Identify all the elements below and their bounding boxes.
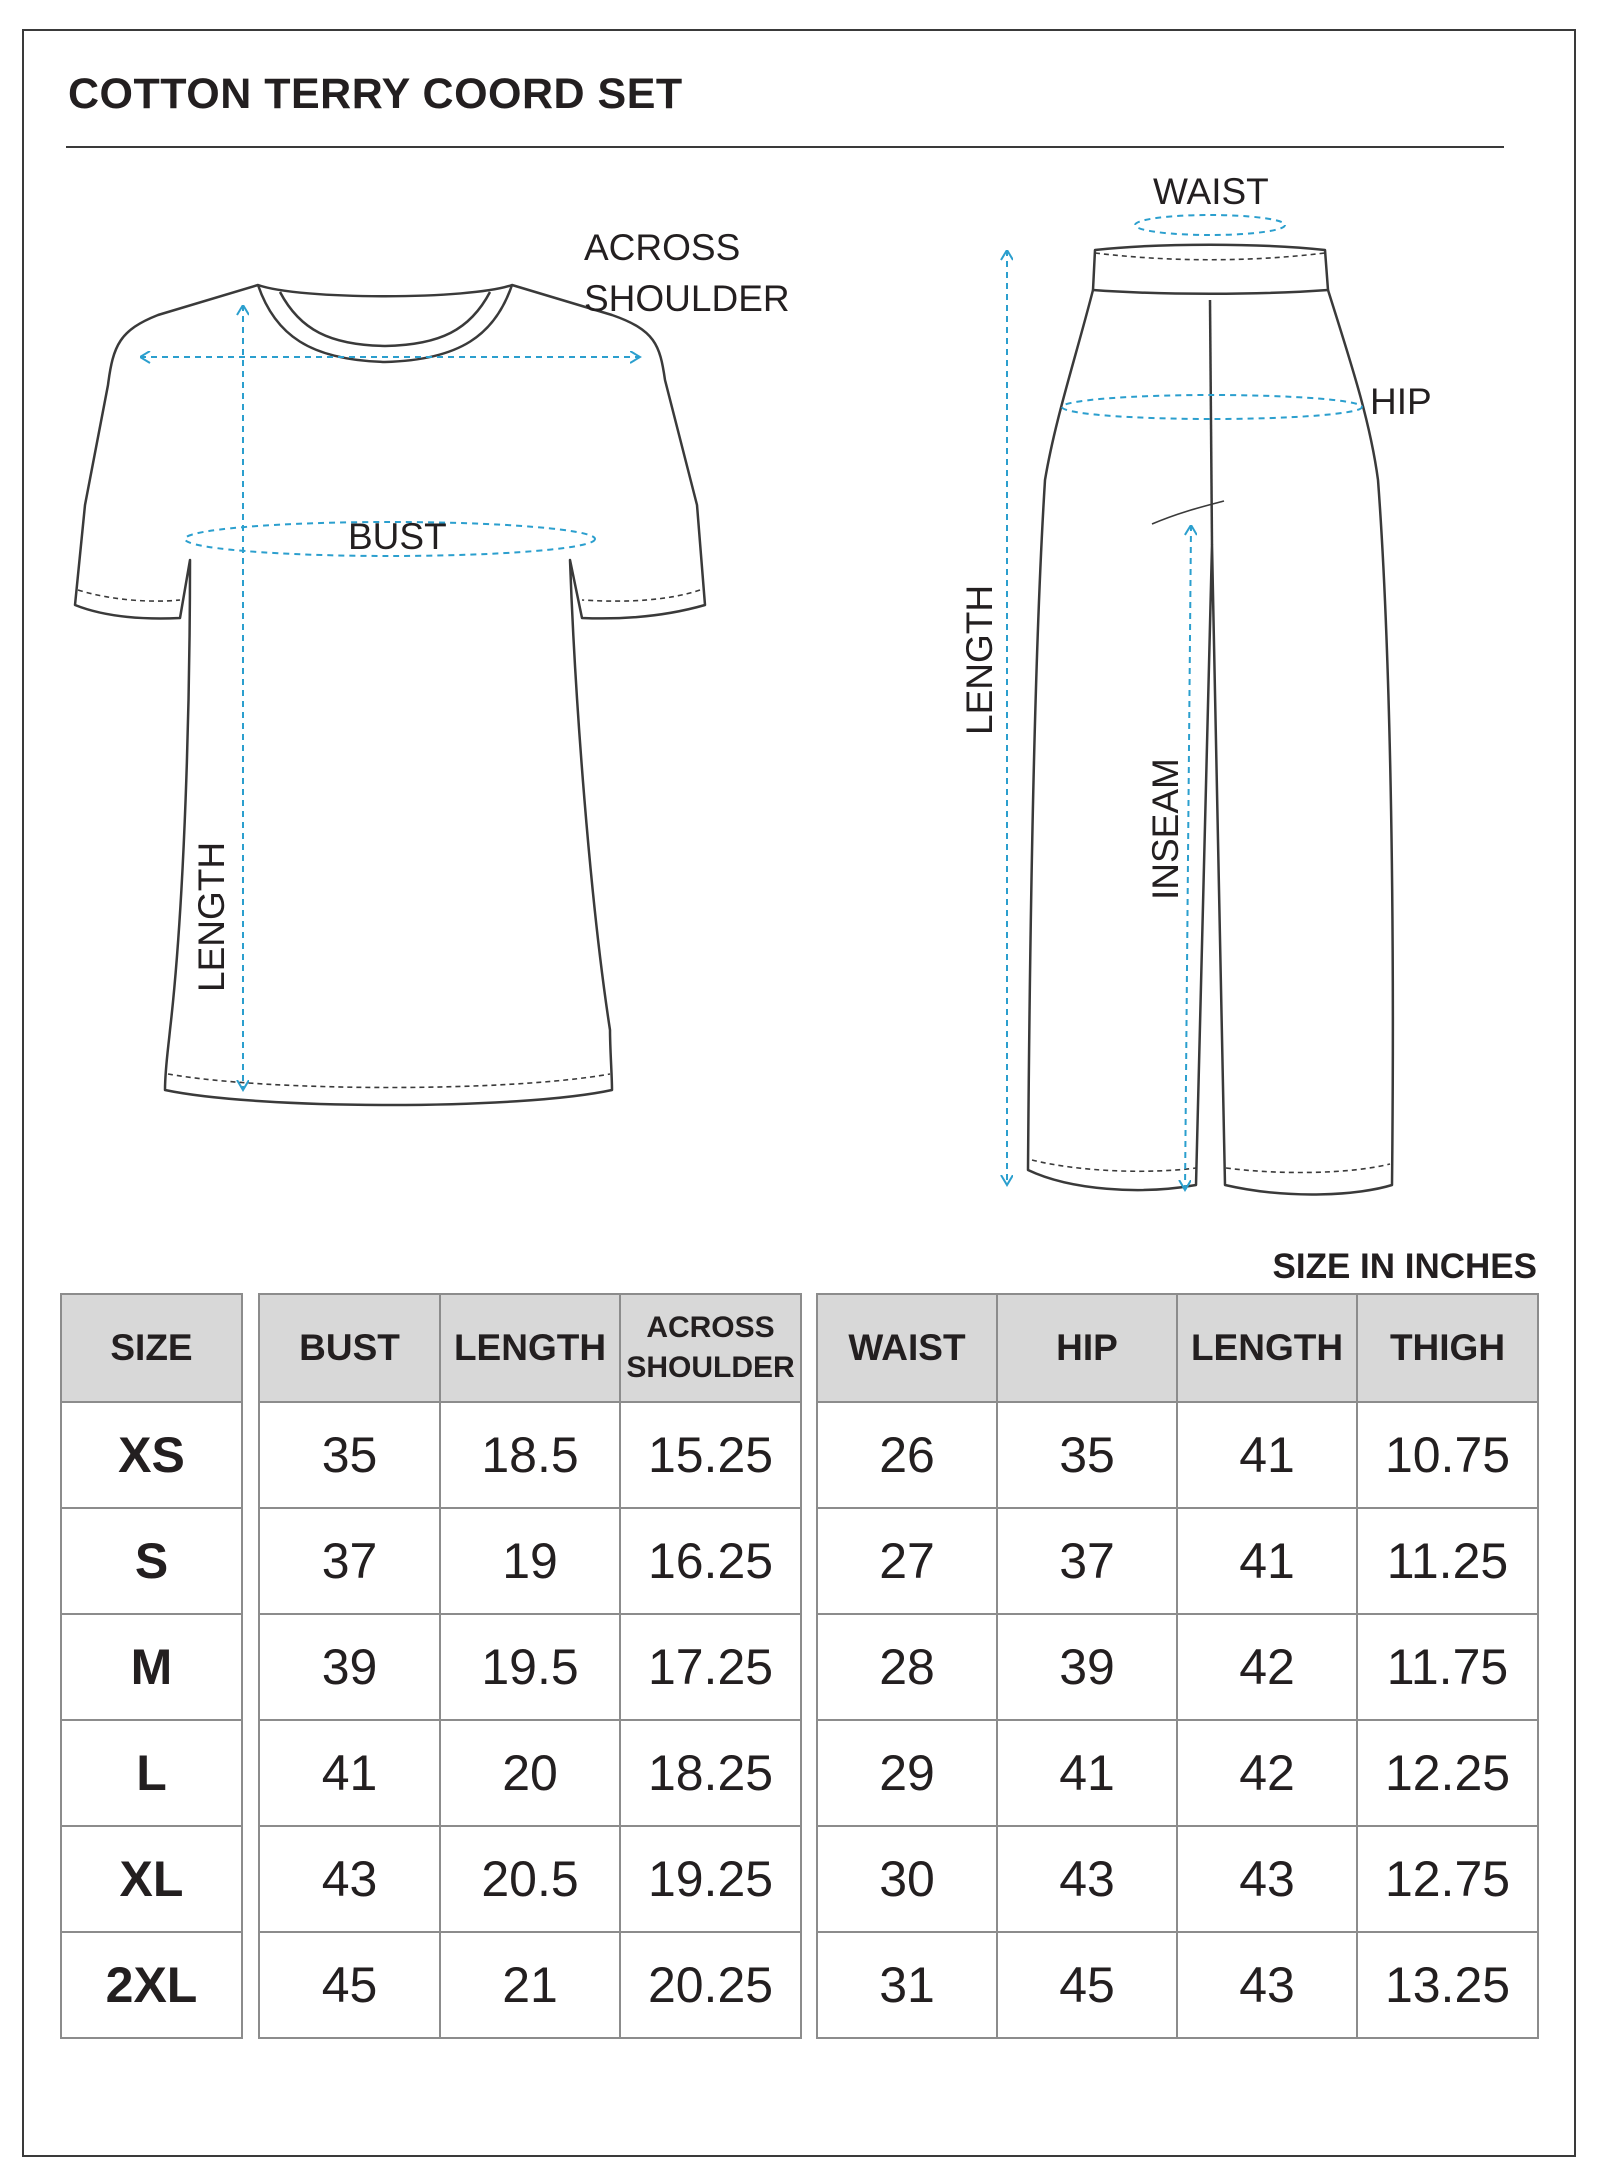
table-cell: 35 — [259, 1402, 440, 1508]
size-cell: XL — [61, 1826, 242, 1932]
table-cell: 21 — [440, 1932, 620, 2038]
table-cell: 41 — [259, 1720, 440, 1826]
table-cell: 12.75 — [1357, 1826, 1538, 1932]
bottom-measurements-table — [816, 1293, 1539, 2039]
table-cell: 19.5 — [440, 1614, 620, 1720]
size-column-table — [60, 1293, 243, 2039]
table-cell: 43 — [1177, 1826, 1357, 1932]
table-row — [61, 1508, 242, 1614]
table-cell: 20.5 — [440, 1826, 620, 1932]
across-shoulder-header: ACROSS SHOULDER — [620, 1294, 801, 1402]
bust-header: BUST — [259, 1294, 440, 1402]
size-cell: M — [61, 1614, 242, 1720]
size-cell: 2XL — [61, 1932, 242, 2038]
table-cell: 45 — [259, 1932, 440, 2038]
table-row — [817, 1826, 1538, 1932]
table-cell: 28 — [817, 1614, 997, 1720]
inseam-label: INSEAM — [1145, 758, 1186, 900]
table-cell: 43 — [259, 1826, 440, 1932]
table-cell: 29 — [817, 1720, 997, 1826]
table-cell: 19.25 — [620, 1826, 801, 1932]
table-cell: 37 — [259, 1508, 440, 1614]
page-title: COTTON TERRY COORD SET — [68, 70, 683, 118]
table-cell: 26 — [817, 1402, 997, 1508]
table-cell: 27 — [817, 1508, 997, 1614]
size-header: SIZE — [61, 1294, 242, 1402]
table-cell: 39 — [997, 1614, 1177, 1720]
pants-measure-guides — [1007, 215, 1362, 1190]
table-row — [817, 1720, 1538, 1826]
top-length-header: LENGTH — [440, 1294, 620, 1402]
bottom-length-header: LENGTH — [1177, 1294, 1357, 1402]
table-cell: 42 — [1177, 1720, 1357, 1826]
tshirt-illustration — [75, 285, 705, 1105]
table-cell: 19 — [440, 1508, 620, 1614]
table-cell: 41 — [997, 1720, 1177, 1826]
table-row — [817, 1402, 1538, 1508]
table-row — [259, 1932, 801, 2038]
table-row — [259, 1614, 801, 1720]
waist-ellipse — [1135, 215, 1285, 235]
table-cell: 43 — [1177, 1932, 1357, 2038]
waist-header: WAIST — [817, 1294, 997, 1402]
table-row — [817, 1508, 1538, 1614]
table-row — [259, 1720, 801, 1826]
table-cell: 35 — [997, 1402, 1177, 1508]
table-cell: 37 — [997, 1508, 1177, 1614]
size-cell: S — [61, 1508, 242, 1614]
pants-illustration — [1028, 245, 1393, 1195]
table-row — [259, 1826, 801, 1932]
table-row — [259, 1508, 801, 1614]
table-row — [817, 1614, 1538, 1720]
table-row — [259, 1402, 801, 1508]
table-cell: 13.25 — [1357, 1932, 1538, 2038]
table-cell: 16.25 — [620, 1508, 801, 1614]
table-cell: 41 — [1177, 1402, 1357, 1508]
table-cell: 39 — [259, 1614, 440, 1720]
table-cell: 18.5 — [440, 1402, 620, 1508]
across-label-line1: ACROSS — [584, 227, 741, 268]
table-cell: 17.25 — [620, 1614, 801, 1720]
table-cell: 41 — [1177, 1508, 1357, 1614]
table-row — [61, 1720, 242, 1826]
table-cell: 45 — [997, 1932, 1177, 2038]
table-cell: 15.25 — [620, 1402, 801, 1508]
pants-length-label: LENGTH — [959, 584, 1000, 735]
top-measurements-table — [258, 1293, 802, 2039]
table-cell: 30 — [817, 1826, 997, 1932]
table-row — [817, 1932, 1538, 2038]
units-note: SIZE IN INCHES — [1272, 1247, 1537, 1286]
table-cell: 31 — [817, 1932, 997, 2038]
table-cell: 11.25 — [1357, 1508, 1538, 1614]
table-cell: 20.25 — [620, 1932, 801, 2038]
hip-label: HIP — [1370, 381, 1432, 422]
tshirt-length-label: LENGTH — [191, 841, 232, 992]
across-label-line2: SHOULDER — [584, 278, 790, 319]
size-cell: XS — [61, 1402, 242, 1508]
thigh-header: THIGH — [1357, 1294, 1538, 1402]
table-cell: 12.25 — [1357, 1720, 1538, 1826]
table-cell: 11.75 — [1357, 1614, 1538, 1720]
bust-label: BUST — [348, 516, 447, 557]
table-row — [61, 1826, 242, 1932]
table-cell: 18.25 — [620, 1720, 801, 1826]
waist-label: WAIST — [1153, 171, 1269, 212]
hip-header: HIP — [997, 1294, 1177, 1402]
table-row — [61, 1402, 242, 1508]
table-row — [61, 1614, 242, 1720]
table-cell: 20 — [440, 1720, 620, 1826]
table-row — [61, 1932, 242, 2038]
table-cell: 42 — [1177, 1614, 1357, 1720]
size-cell: L — [61, 1720, 242, 1826]
table-cell: 43 — [997, 1826, 1177, 1932]
table-cell: 10.75 — [1357, 1402, 1538, 1508]
